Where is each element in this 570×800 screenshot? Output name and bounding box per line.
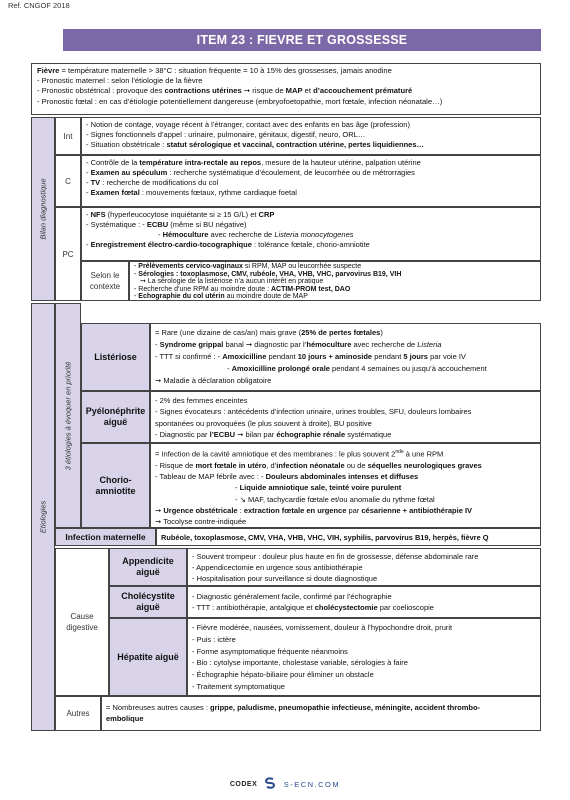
int-content (81, 117, 541, 155)
text-line: - Tableau de MAP fébrile avec : - Douleurs abdominales intenses et diffuses (155, 472, 419, 482)
text-line: - Appendicectomie en urgence sous antibiothérapie (192, 563, 363, 572)
listeriose-label: Listériose (81, 323, 150, 391)
hepatite-content (187, 618, 541, 696)
text-line: = Nombreuses autres causes : grippe, paludisme, pneumopathie infectieuse, méningite, accident thrombo- (106, 703, 481, 712)
text-line: - 2% des femmes enceintes (155, 396, 248, 405)
footer-brand: CODEX (229, 780, 258, 788)
reference: Ref. CNGOF 2018 (8, 1, 70, 10)
text-line: - Puis : ictère (192, 634, 236, 644)
chorio-label: Chorio-amniotite (81, 443, 150, 528)
text-line: - Pronostic fœtal : en cas d’étiologie potentiellement dangereuse (embryofoetopathie, mort fœtale, infection néonatale…) (37, 96, 443, 106)
text-line: = Infection de la cavité amniotique et des membranes : le plus souvent 2nde à une RPM (155, 449, 444, 459)
pc-label: PC (55, 207, 81, 301)
text-line: - Diagnostic par l’ECBU ➞ bilan par échographie rénale systématique (155, 430, 392, 440)
page-title: ITEM 23 : FIEVRE ET GROSSESSE (63, 29, 541, 51)
text-line: - Enregistrement électro-cardio-tocographique : tolérance fœtale, chorio-amniotite (86, 240, 370, 249)
infection-maternelle-content: Rubéole, toxoplasmose, CMV, VHA, VHB, VHC, VIH, syphilis, parvovirus B19, herpès, fièvre Q (156, 528, 541, 546)
bilan-label (31, 117, 55, 301)
pyelonephrite-content (150, 391, 541, 443)
cholecystite-content (187, 586, 541, 618)
text-line: - Bio : cytolyse importante, cholestase variable, sérologies à faire (192, 658, 408, 668)
hepatite-label: Hépatite aiguë (109, 618, 187, 696)
footer (0, 776, 570, 792)
cause-digestive-label: Cause digestive (55, 548, 109, 696)
text-line: Fièvre = température maternelle > 38°C : situation fréquente = 10 à 15% des grossesses, jamais anodine (37, 66, 392, 75)
chorio-content (150, 443, 541, 528)
cholecystite-label: Cholécystite aiguë (109, 586, 187, 618)
text-line: - Signes fonctionnels d’appel : urinaire, pulmonaire, génitaux, digestif, neuro, ORL… (86, 130, 366, 139)
text-line: - Traitement symptomatique (192, 681, 285, 691)
text-line: - Sérologies : toxoplasmose, CMV, rubéole, VHA, VHB, VHC, parvovirus B19, VIH (134, 270, 402, 278)
text-line: - Examen au spéculum : recherche systématique d’écoulement, de leucorrhée ou de métrorragies (86, 168, 415, 177)
bilan-label-text: Bilan diagnostique (38, 178, 48, 240)
text-line: ➞ Maladie à déclaration obligatoire (155, 376, 272, 385)
contexte-content (129, 261, 541, 301)
text-line: - Hospitalisation pour surveillance si doute diagnostique (192, 574, 378, 583)
text-line: - Liquide amniotique sale, teinté voire purulent (235, 483, 402, 493)
three-etiologies-label (55, 303, 81, 528)
text-line: spontanées ou provoquées (le plus souvent à droite), BU positive (155, 418, 372, 428)
text-line: - Systématique : - ECBU (même si BU négative) (86, 220, 247, 229)
infection-maternelle-label: Infection maternelle (55, 528, 156, 546)
text-line: - Forme asymptomatique fréquente néanmoins (192, 646, 348, 656)
text-line: - ↘ MAF, tachycardie fœtale et/ou anomalie du rythme fœtal (235, 494, 435, 504)
text-line: - TV : recherche de modifications du col (86, 178, 219, 187)
text-line: - Situation obstétricale : statut sérologique et vaccinal, contraction utérine, pertes liquidiennes… (86, 140, 425, 149)
text-line: - Examen fœtal : mouvements fœtaux, rythme cardiaque foetal (86, 188, 297, 197)
text-line: - Signes évocateurs : antécédents d’infection urinaire, urines troubles, SFU, douleurs lombaires (155, 407, 472, 417)
text-line: - Souvent trompeur : douleur plus haute en fin de grossesse, défense abdominale rare (192, 552, 479, 561)
etiologies-label (31, 303, 55, 731)
text-line: - Echographie du col utérin au moindre doute de MAP (134, 293, 308, 301)
text-line: ➞ Urgence obstétricale : extraction fœtale en urgence par césarienne + antibiothérapie IV (155, 505, 473, 515)
text-line: ➞ Tocolyse contre-indiquée (155, 517, 247, 527)
text-line: - TTT : antibiothérapie, antalgique et cholécystectomie par coelioscopie (192, 603, 434, 612)
text-line: - Recherche d’une RPM au moindre doute : ACTIM-PROM test, DAO (134, 285, 351, 293)
text-line: - Syndrome grippal banal ➞ diagnostic par l’hémoculture avec recherche de Listeria (155, 340, 442, 349)
text-line: ➞ La sérologie de la listériose n’a aucun intérêt en pratique (140, 278, 324, 286)
autres-label: Autres (55, 696, 101, 731)
text-line: - Pronostic obstétrical : provoque des contractions utérines ➞ risque de MAP et d’accouchement prématuré (37, 86, 413, 96)
text-line: - Amoxicilline prolongé orale pendant 4 semaines ou jusqu’à accouchement (227, 364, 487, 373)
text-line: - Fièvre modérée, nausées, vomissement, douleur à l’hypochondre droit, prurit (192, 623, 453, 632)
contexte-label: Selon le contexte (81, 261, 129, 301)
appendicite-content (187, 548, 541, 586)
autres-content (101, 696, 541, 731)
text-line: embolique (106, 714, 144, 723)
text-line: - Pronostic maternel : selon l’étiologie de la fièvre (37, 76, 203, 86)
logo-icon (263, 776, 277, 792)
int-label: Int (55, 117, 81, 155)
appendicite-label: Appendicite aiguë (109, 548, 187, 586)
text-line: - Hémoculture avec recherche de Listeria monocytogenes (158, 230, 354, 239)
text-line: - Diagnostic généralement facile, confirmé par l’échographie (192, 592, 392, 601)
text-line: - Prélèvements cervico-vaginaux si RPM, MAP ou leucorrhée suspecte (134, 263, 362, 270)
text-line: - Notion de contage, voyage récent à l’étranger, contact avec des enfants en bas âge (profession) (86, 120, 410, 129)
etiologies-label-text: Etiologies (38, 500, 48, 534)
text-line: - Échographie hépato-biliaire pour éliminer un obstacle (192, 670, 374, 680)
text-line: = Rare (une dizaine de cas/an) mais grave (25% de pertes fœtales) (155, 328, 383, 337)
pc-content (81, 207, 541, 261)
pyelonephrite-label: Pyélonéphrite aiguë (81, 391, 150, 443)
c-label: C (55, 155, 81, 207)
footer-site: S-ECN.COM (283, 779, 341, 789)
text-line: - Contrôle de la température intra-rectale au repos, mesure de la hauteur utérine, palpation utérine (86, 158, 421, 167)
c-content (81, 155, 541, 207)
listeriose-content (150, 323, 541, 391)
text-line: - NFS (hyperleucocytose inquiétante si ≥ 15 G/L) et CRP (86, 210, 275, 219)
three-etiologies-text: 3 étiologies à évoquer en priorité (63, 361, 73, 470)
intro-box (31, 63, 541, 115)
text-line: - Risque de mort fœtale in utéro, d’infection néonatale ou de séquelles neurologiques graves (155, 460, 482, 470)
text-line: - TTT si confirmé : - Amoxicilline pendant 10 jours + aminoside pendant 5 jours par voie IV (155, 352, 466, 361)
